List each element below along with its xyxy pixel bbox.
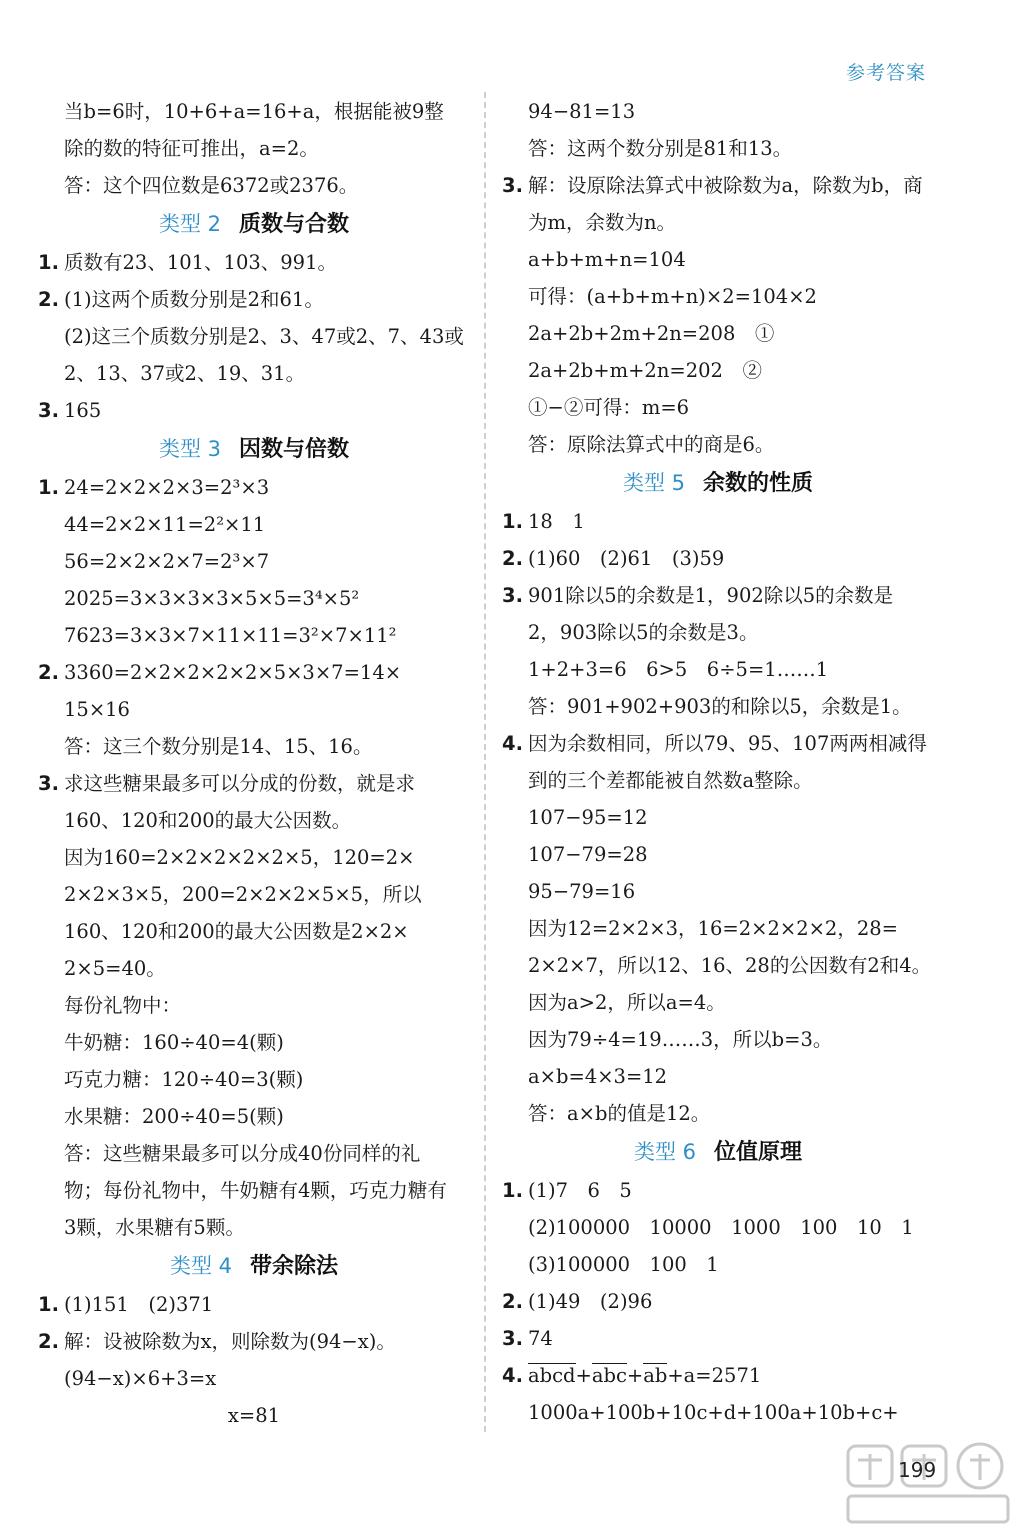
text-line: 当b=6时，10+6+a=16+a，根据能被9整: [64, 100, 444, 123]
text-line: 7623=3×3×7×11×11=3²×7×11²: [64, 624, 397, 647]
question-number: 3.: [38, 772, 59, 795]
answer-text: 165: [64, 399, 102, 422]
answer-text: 因为余数相同，所以79、95、107两两相减得: [528, 732, 927, 755]
section-tag: 类型 5: [622, 471, 686, 495]
section-heading: [38, 429, 470, 469]
text-line: 3颗，水果糖有5颗。: [64, 1216, 245, 1239]
question-number: 1.: [38, 1293, 59, 1316]
question-number: 2.: [38, 661, 59, 684]
answer-line: [38, 281, 470, 318]
answer-text: 质数有23、101、103、991。: [64, 251, 337, 274]
text-line: 答：这些糖果最多可以分成40份同样的礼: [64, 1142, 421, 1165]
section-title: 余数的性质: [703, 471, 814, 496]
text-line: 94−81=13: [528, 100, 636, 123]
answer-line: [502, 503, 934, 540]
answer-text: 901除以5的余数是1，902除以5的余数是: [528, 584, 894, 607]
text-line: 每份礼物中：: [64, 994, 182, 1017]
text-line: 因为a>2，所以a=4。: [528, 991, 726, 1014]
text-line: (3)100000 100 1: [528, 1253, 719, 1276]
section-heading: [502, 463, 934, 503]
section-heading: [502, 1132, 934, 1172]
answer-line: [38, 244, 470, 281]
question-number: 1.: [38, 251, 59, 274]
question-number: 3.: [502, 174, 523, 197]
text-line: ①−②可得：m=6: [528, 396, 690, 419]
question-number: 2.: [38, 288, 59, 311]
text-line: 除的数的特征可推出，a=2。: [64, 137, 319, 160]
text-line: 为m，余数为n。: [528, 211, 677, 234]
answer-text: 解：设被除数为x，则除数为(94−x)。: [64, 1330, 396, 1353]
question-number: 2.: [502, 1290, 523, 1313]
page-number: 199: [898, 1458, 937, 1482]
text-line: 水果糖：200÷40=5(颗): [64, 1105, 284, 1128]
text-line: 答：901+902+903的和除以5，余数是1。: [528, 695, 912, 718]
overlined-number: ab: [643, 1364, 668, 1387]
text-line: 到的三个差都能被自然数a整除。: [528, 769, 813, 792]
text-line: 可得：(a+b+m+n)×2=104×2: [528, 285, 817, 308]
text-line: 107−95=12: [528, 806, 648, 829]
answer-line: [38, 765, 470, 802]
answer-text: 74: [528, 1327, 553, 1350]
answer-text: 18 1: [528, 510, 585, 533]
section-heading: [38, 204, 470, 244]
text-line: 牛奶糖：160÷40=4(颗): [64, 1031, 284, 1054]
answer-text: 3360=2×2×2×2×2×5×3×7=14×: [64, 661, 402, 684]
section-title: 质数与合数: [239, 212, 350, 237]
answer-text: 求这些糖果最多可以分成的份数，就是求: [64, 772, 416, 795]
question-number: 2.: [502, 547, 523, 570]
answer-text: (1)7 6 5: [528, 1179, 632, 1202]
answer-line: [502, 577, 934, 614]
text-line: (2)100000 10000 1000 100 10 1: [528, 1216, 914, 1239]
answer-line: [38, 469, 470, 506]
answer-text: 24=2×2×2×3=2³×3: [64, 476, 270, 499]
answer-text: (1)151 (2)371: [64, 1293, 214, 1316]
text-line: (94−x)×6+3=x: [64, 1367, 217, 1390]
text-line: 因为12=2×2×3，16=2×2×2×2，28=: [528, 917, 898, 940]
text-line: 2a+2b+2m+2n=208 ①: [528, 322, 775, 345]
header-tag: 参考答案: [845, 62, 926, 84]
answer-text: (1)49 (2)96: [528, 1290, 653, 1313]
question-number: 4.: [502, 1364, 523, 1387]
text-line: 物；每份礼物中，牛奶糖有4颗，巧克力糖有: [64, 1179, 447, 1202]
question-number: 1.: [38, 476, 59, 499]
text-line: 44=2×2×11=2²×11: [64, 513, 266, 536]
answer-text: +: [626, 1364, 644, 1387]
text-line: 15×16: [64, 698, 130, 721]
answer-text: (1)60 (2)61 (3)59: [528, 547, 725, 570]
answer-text: +: [575, 1364, 592, 1387]
text-line: 2025=3×3×3×3×5×5=3⁴×5²: [64, 587, 360, 610]
left-column: [38, 93, 470, 1434]
column-divider: [484, 92, 486, 1432]
text-line: 95−79=16: [528, 880, 636, 903]
answer-line: [502, 725, 934, 762]
section-tag: 类型 6: [633, 1140, 697, 1164]
answer-line: [502, 1357, 934, 1394]
answer-line: [38, 392, 470, 429]
question-number: 3.: [502, 584, 523, 607]
answer-line: [502, 1320, 934, 1357]
text-line: 160、120和200的最大公因数是2×2×: [64, 920, 409, 943]
text-line: x=81: [227, 1404, 281, 1427]
text-line: (2)这三个质数分别是2、3、47或2、7、43或: [64, 325, 464, 348]
text-line: 答：这三个数分别是14、15、16。: [64, 735, 373, 758]
right-column: [502, 93, 934, 1431]
answer-text: +a=2571: [667, 1364, 762, 1387]
text-line: 107−79=28: [528, 843, 648, 866]
text-line: 答：这个四位数是6372或2376。: [64, 174, 359, 197]
overlined-number: abcd: [528, 1364, 576, 1387]
watermark-logo: [838, 1440, 1018, 1530]
text-line: 1000a+100b+10c+d+100a+10b+c+: [528, 1401, 899, 1424]
answer-text: 解：设原除法算式中被除数为a，除数为b，商: [528, 174, 923, 197]
answer-line: [38, 654, 470, 691]
text-line: a+b+m+n=104: [528, 248, 686, 271]
answer-line: [502, 167, 934, 204]
text-line: 因为160=2×2×2×2×2×5，120=2×: [64, 846, 415, 869]
answer-line: [502, 1172, 934, 1209]
question-number: 1.: [502, 510, 523, 533]
section-tag: 类型 3: [158, 437, 222, 461]
text-line: 2×2×3×5，200=2×2×2×5×5，所以: [64, 883, 422, 906]
text-line: 2a+2b+m+2n=202 ②: [528, 359, 762, 382]
answer-text: (1)这两个质数分别是2和61。: [64, 288, 324, 311]
text-line: 2、13、37或2、19、31。: [64, 362, 306, 385]
section-title: 带余除法: [250, 1254, 339, 1279]
question-number: 2.: [38, 1330, 59, 1353]
overlined-number: abc: [591, 1364, 627, 1387]
question-number: 1.: [502, 1179, 523, 1202]
text-line: 巧克力糖：120÷40=3(颗): [64, 1068, 304, 1091]
question-number: 3.: [38, 399, 59, 422]
question-number: 3.: [502, 1327, 523, 1350]
section-tag: 类型 4: [169, 1254, 233, 1278]
text-line: 2，903除以5的余数是3。: [528, 621, 759, 644]
text-line: 1+2+3=6 6>5 6÷5=1……1: [528, 658, 829, 681]
section-title: 位值原理: [714, 1140, 803, 1165]
text-line: 2×2×7，所以12、16、28的公因数有2和4。: [528, 954, 932, 977]
section-heading: [38, 1246, 470, 1286]
text-line: 答：a×b的值是12。: [528, 1102, 711, 1125]
text-line: 答：原除法算式中的商是6。: [528, 433, 775, 456]
text-line: 因为79÷4=19……3，所以b=3。: [528, 1028, 833, 1051]
section-tag: 类型 2: [158, 212, 222, 236]
answer-line: [38, 1323, 470, 1360]
answer-line: [38, 1286, 470, 1323]
text-line: 56=2×2×2×7=2³×7: [64, 550, 270, 573]
text-line: a×b=4×3=12: [528, 1065, 668, 1088]
text-line: 160、120和200的最大公因数。: [64, 809, 352, 832]
question-number: 4.: [502, 732, 523, 755]
answer-line: [502, 1283, 934, 1320]
section-title: 因数与倍数: [239, 437, 350, 462]
text-line: 2×5=40。: [64, 957, 166, 980]
answer-line: [502, 540, 934, 577]
text-line: 答：这两个数分别是81和13。: [528, 137, 793, 160]
